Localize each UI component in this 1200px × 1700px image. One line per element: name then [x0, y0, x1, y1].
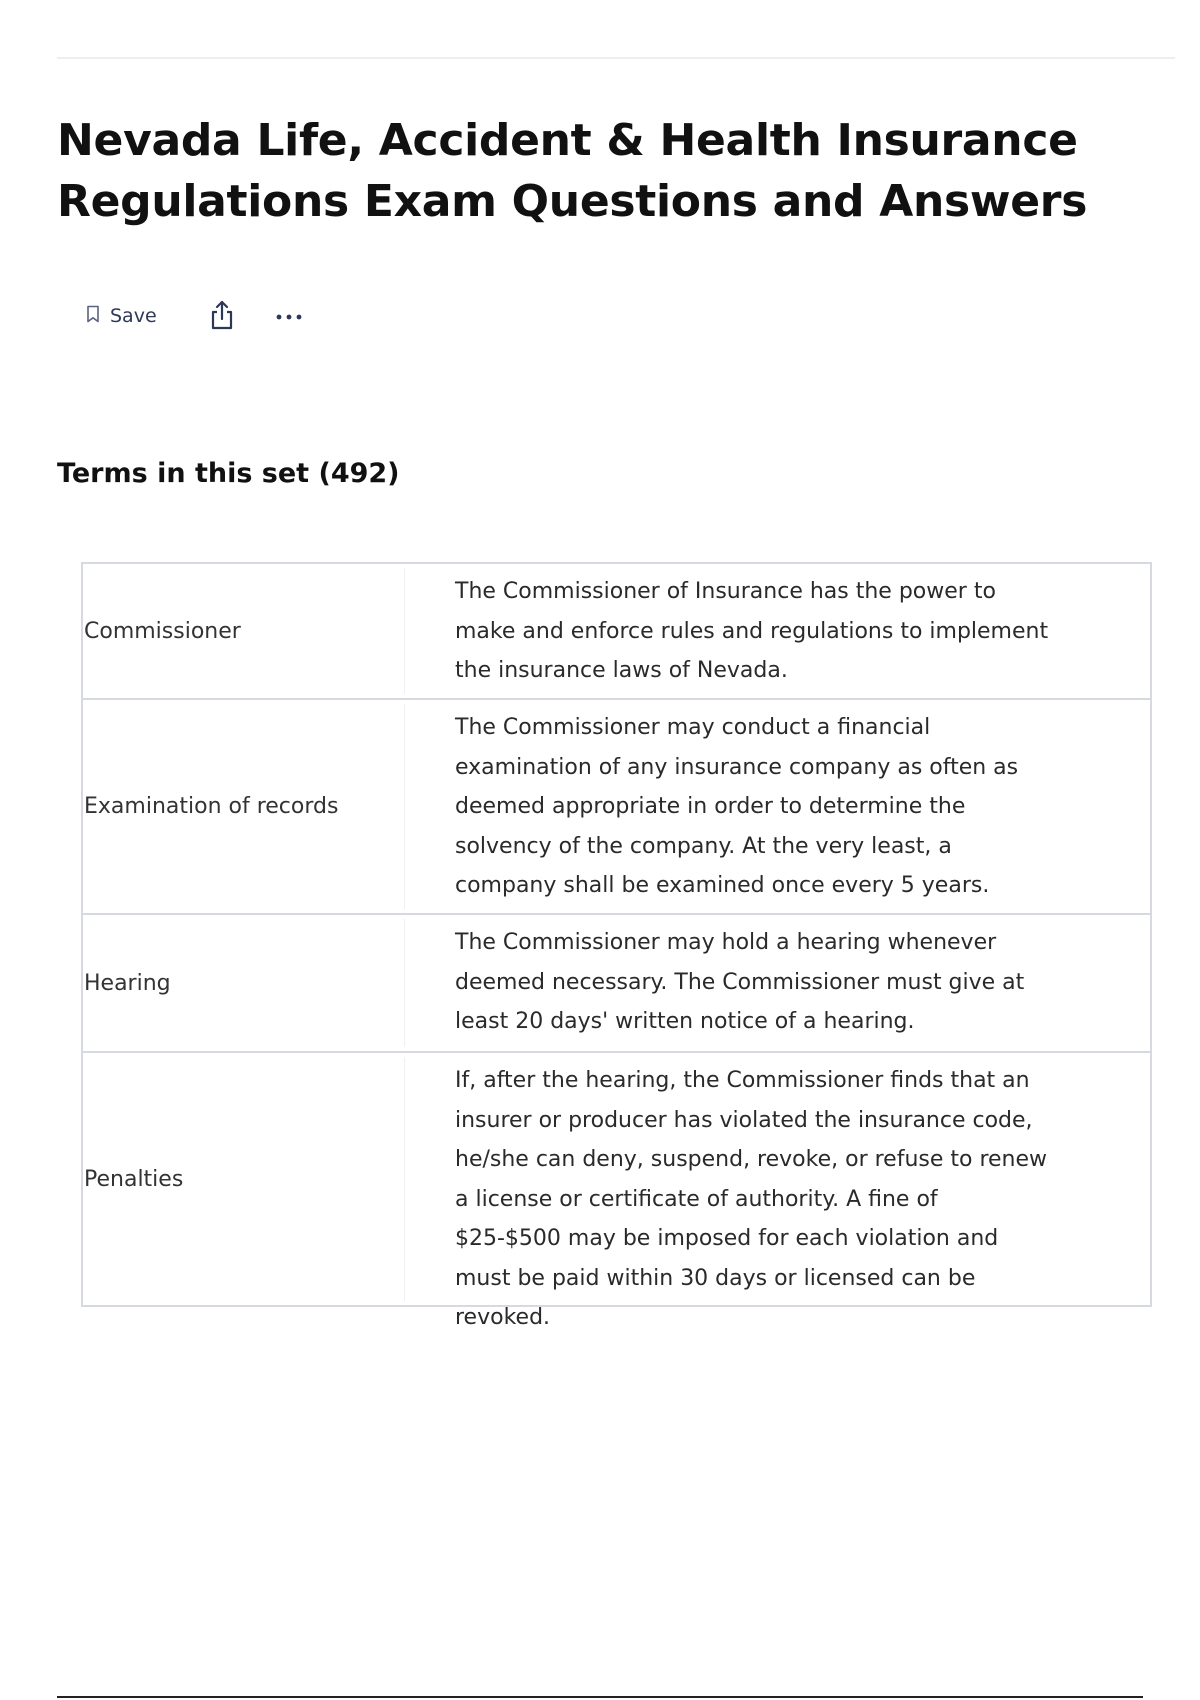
bookmark-icon	[86, 305, 100, 328]
share-button[interactable]	[209, 300, 235, 333]
term-definition: If, after the hearing, the Commissioner finds that an insurer or producer has violated the insurance code, he/she can deny, suspend, revoke, or refuse to renew a license or certificate of authority. A fine of $25-$500 may be imposed for each violation and must be paid within 30 days or licensed can be revoked.	[455, 1068, 1048, 1330]
term-word: Penalties	[83, 1057, 405, 1301]
term-definition: The Commissioner may conduct a financial examination of any insurance company as often as deemed appropriate in order to determine the solvency of the company. At the very least, a company shall be examined once every 5 years.	[455, 715, 1019, 898]
term-row	[81, 698, 1152, 915]
action-bar	[86, 296, 303, 336]
terms-list	[81, 562, 1152, 1330]
term-definition: The Commissioner of Insurance has the power to make and enforce rules and regulations to implement the insurance laws of Nevada.	[455, 579, 1049, 683]
term-word: Commissioner	[83, 568, 405, 694]
top-divider	[57, 57, 1175, 59]
save-button[interactable]	[86, 305, 157, 328]
page-title: Nevada Life, Accident & Health Insurance Regulations Exam Questions and Answers	[57, 115, 1088, 227]
term-row	[81, 562, 1152, 700]
save-label: Save	[110, 305, 157, 327]
terms-heading: Terms in this set (492)	[57, 458, 400, 489]
term-word: Examination of records	[83, 704, 405, 909]
bottom-divider	[57, 1696, 1143, 1698]
more-options-button[interactable]	[275, 309, 303, 324]
more-options-icon	[275, 309, 303, 324]
term-word: Hearing	[83, 919, 405, 1047]
term-row	[81, 1051, 1152, 1330]
term-row	[81, 913, 1152, 1053]
share-icon	[209, 300, 235, 333]
term-definition: The Commissioner may hold a hearing whenever deemed necessary. The Commissioner must give at least 20 days' written notice of a hearing.	[455, 930, 1025, 1034]
